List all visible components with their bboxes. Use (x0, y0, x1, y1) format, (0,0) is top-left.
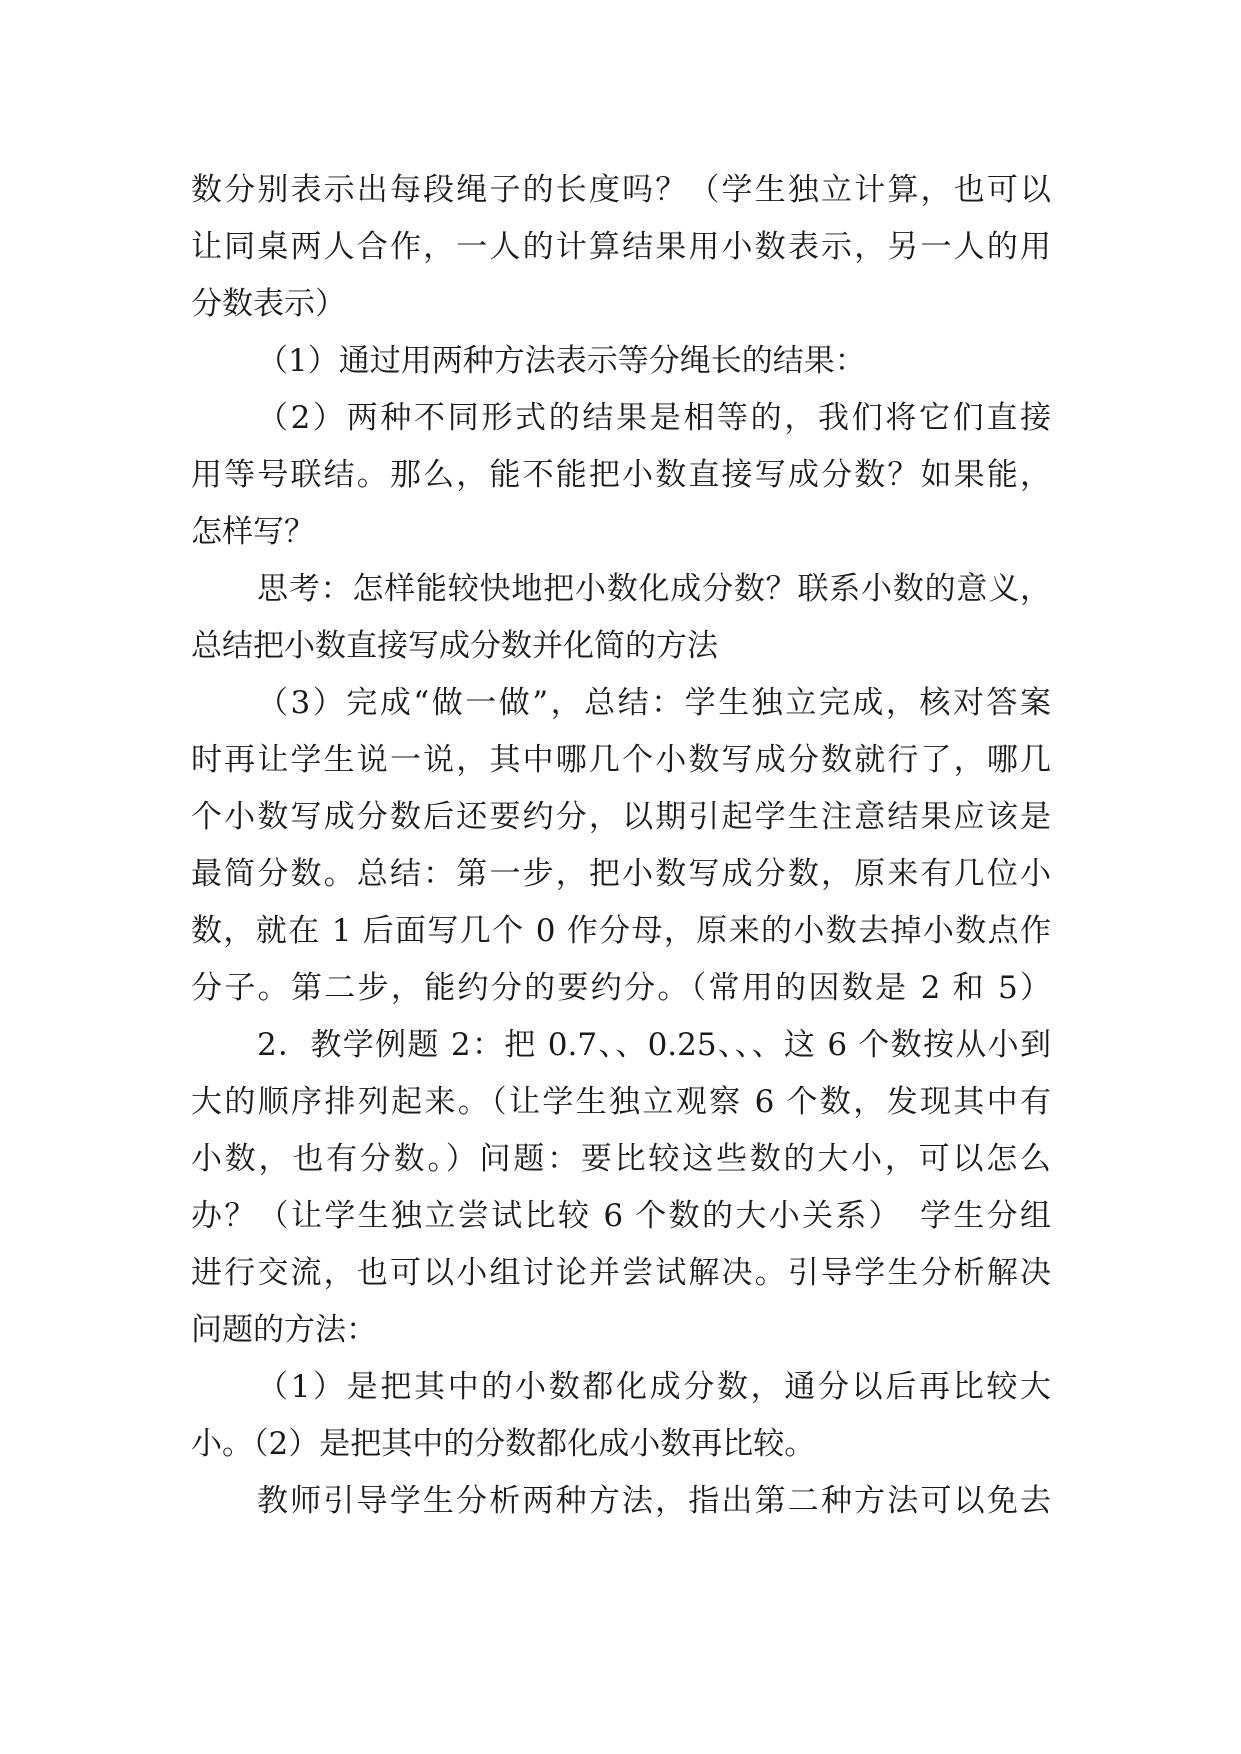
text-line: 总结把小数直接写成分数并化简的方法 (191, 628, 718, 664)
text-line: 最简分数。总结：第一步，把小数写成分数，原来有几位小 (191, 856, 1051, 892)
text-line: 办？（让学生独立尝试比较 6 个数的大小关系） 学生分组 (191, 1198, 1051, 1234)
text-line: 小数，也有分数。）问题：要比较这些数的大小，可以怎么 (191, 1141, 1051, 1177)
text-line: 思考：怎样能较快地把小数化成分数？联系小数的意义， (257, 571, 1051, 607)
text-line: 问题的方法： (191, 1312, 377, 1348)
text-line: 数分别表示出每段绳子的长度吗？（学生独立计算，也可以 (191, 172, 1051, 208)
text-line: 大的顺序排列起来。（让学生独立观察 6 个数，发现其中有 (191, 1084, 1051, 1120)
text-line: （1）是把其中的小数都化成分数，通分以后再比较大 (257, 1369, 1051, 1405)
text-line: 教师引导学生分析两种方法，指出第二种方法可以免去 (257, 1483, 1051, 1519)
text-line: （3）完成“做一做”，总结：学生独立完成，核对答案 (257, 685, 1051, 721)
document-page (191, 162, 1051, 1530)
text-line: （1）通过用两种方法表示等分绳长的结果： (257, 343, 866, 379)
text-line: 数，就在 1 后面写几个 0 作分母，原来的小数去掉小数点作 (191, 913, 1051, 949)
text-line: 个小数写成分数后还要约分，以期引起学生注意结果应该是 (191, 799, 1051, 835)
text-line: 用等号联结。那么，能不能把小数直接写成分数？如果能， (191, 457, 1051, 493)
text-line: 分数表示） (191, 286, 346, 322)
text-line: 分子。第二步，能约分的要约分。（常用的因数是 2 和 5） (191, 970, 1051, 1006)
text-line: 进行交流，也可以小组讨论并尝试解决。引导学生分析解决 (191, 1255, 1051, 1291)
text-line: 2．教学例题 2：把 0.7、、0.25、、、这 6 个数按从小到 (257, 1027, 1051, 1063)
text-line: 时再让学生说一说，其中哪几个小数写成分数就行了，哪几 (191, 742, 1051, 778)
text-line: 怎样写？ (191, 514, 315, 550)
text-line: （2）两种不同形式的结果是相等的，我们将它们直接 (257, 400, 1051, 436)
text-line: 小。（2）是把其中的分数都化成小数再比较。 (191, 1426, 816, 1462)
text-line: 让同桌两人合作，一人的计算结果用小数表示，另一人的用 (191, 229, 1051, 265)
